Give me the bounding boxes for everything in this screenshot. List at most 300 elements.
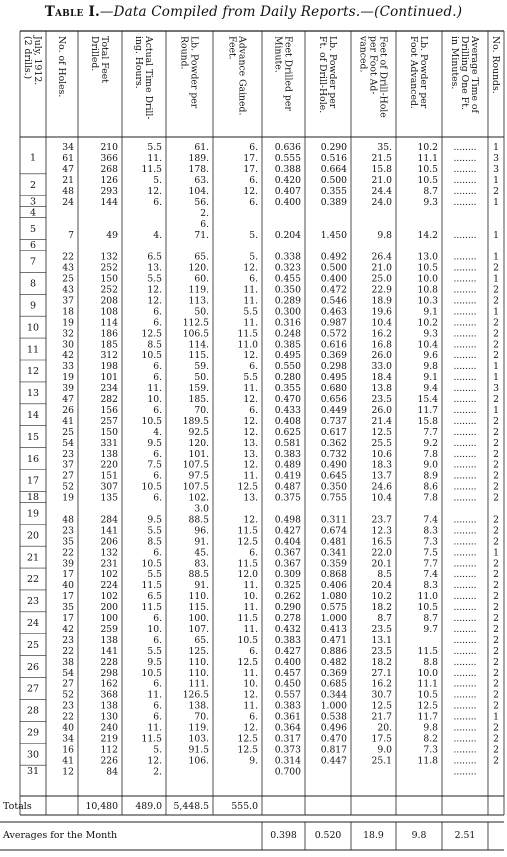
table-cell: 40: [62, 722, 74, 734]
table-cell: ........: [453, 252, 477, 263]
table-cell: 22: [62, 547, 74, 559]
table-cell: 11.5: [141, 164, 162, 176]
table-cell: 13.: [243, 437, 258, 449]
table-cell: 6.: [153, 613, 162, 624]
table-cell: ........: [453, 701, 477, 712]
table-cell: ........: [453, 176, 477, 186]
table-cell: 43: [62, 262, 74, 274]
table-cell: 32: [62, 328, 74, 340]
table-cell: ........: [453, 274, 477, 285]
table-cell: 151: [100, 470, 118, 482]
day-label: 12: [26, 366, 40, 378]
table-cell: 1: [493, 547, 499, 559]
table-cell: 107.5: [182, 481, 209, 493]
table-cell: 0.262: [274, 591, 301, 603]
table-cell: 23.5: [371, 623, 392, 635]
table-cell: 100: [100, 613, 118, 624]
day-label: 10: [26, 322, 40, 334]
table-cell: 5.5: [147, 273, 162, 285]
table-cell: 0.495: [320, 372, 347, 384]
table-cell: 22: [62, 251, 74, 263]
table-cell: 8.5: [147, 339, 162, 351]
table-cell: 13.: [147, 262, 162, 274]
table-cell: 11.5: [237, 558, 258, 570]
table-cell: 6.: [153, 404, 162, 416]
table-cell: 185.: [188, 394, 209, 405]
table-cell: 8.3: [423, 525, 438, 537]
table-cell: ........: [453, 329, 477, 340]
table-cell: ........: [453, 449, 477, 460]
table-cell: 25.0: [371, 273, 392, 285]
table-cell: 0.617: [320, 426, 347, 438]
table-cell: ........: [453, 548, 477, 559]
table-cell: ........: [453, 679, 477, 690]
table-cell: ........: [453, 384, 477, 395]
table-cell: ........: [453, 712, 477, 723]
table-cell: 12: [62, 766, 74, 778]
table-cell: 0.311: [320, 514, 347, 526]
table-cell: 1: [493, 273, 499, 285]
table-cell: 2: [493, 262, 499, 274]
table-cell: 101.: [188, 448, 209, 460]
table-cell: 7.3: [423, 744, 438, 756]
table-cell: 35.: [377, 142, 392, 154]
table-cell: 12.: [243, 689, 258, 701]
table-cell: 10.: [243, 591, 258, 603]
table-cell: 2: [493, 448, 499, 460]
table-cell: 7.4: [423, 569, 438, 581]
table-cell: ........: [453, 460, 477, 471]
day-label: 28: [26, 705, 40, 717]
table-cell: 0.868: [320, 569, 347, 581]
averages-cell: 0.520: [314, 830, 342, 841]
table-cell: 10.6: [371, 448, 392, 460]
table-cell: 0.817: [320, 744, 347, 756]
table-cell: 10.5: [417, 164, 438, 176]
table-cell: 50.: [194, 372, 209, 384]
day-label: 29: [26, 727, 40, 739]
table-cell: 0.309: [274, 569, 301, 581]
table-cell: 10.5: [141, 350, 162, 362]
table-cell: 5.5: [147, 525, 162, 537]
table-cell: 21.0: [371, 175, 392, 186]
table-cell: 2: [493, 591, 499, 603]
table-cell: 0.400: [320, 273, 347, 285]
table-cell: 0.685: [320, 678, 347, 690]
table-cell: 126.5: [182, 689, 209, 701]
table-cell: 48: [62, 185, 74, 197]
table-cell: 0.341: [320, 547, 347, 559]
table-cell: 284: [100, 514, 118, 526]
table-cell: ........: [453, 362, 477, 373]
table-cell: 312: [100, 350, 118, 362]
table-cell: 11.: [147, 689, 162, 701]
table-cell: 7.3: [423, 536, 438, 548]
table-cell: ........: [453, 186, 477, 197]
table-cell: 125.: [188, 645, 209, 657]
day-label: 6: [29, 240, 37, 252]
table-cell: 5.: [153, 175, 162, 186]
table-cell: 6.: [153, 372, 162, 384]
table-cell: 2: [493, 339, 499, 351]
table-cell: 23: [62, 525, 74, 537]
table-cell: 0.470: [320, 733, 347, 745]
table-cell: ........: [453, 646, 477, 657]
column-header-ft_hole_adv: Feet of Drill-Hole: [377, 36, 389, 118]
table-cell: 1.450: [320, 229, 347, 241]
table-cell: 24: [62, 196, 74, 208]
table-cell: 178.: [188, 164, 209, 176]
table-cell: 18: [62, 306, 74, 318]
table-cell: 15.8: [417, 415, 438, 427]
table-cell: 0.755: [320, 492, 347, 504]
table-cell: 106.: [188, 755, 209, 767]
table-cell: 0.314: [274, 755, 301, 767]
table-cell: ........: [453, 515, 477, 526]
table-cell: 9.1: [423, 372, 438, 384]
table-cell: ........: [453, 438, 477, 449]
table-cell: 10.2: [417, 317, 438, 329]
table-cell: 141: [100, 525, 118, 537]
table-cell: 12.: [243, 722, 258, 734]
table-cell: 12.0: [237, 569, 258, 581]
table-cell: 24.4: [371, 185, 392, 197]
table-cell: 23: [62, 700, 74, 712]
table-cell: 9.1: [423, 306, 438, 318]
column-header-feet: Drilled.: [89, 36, 100, 72]
table-cell: 185: [100, 339, 118, 351]
table-cell: 1.000: [320, 613, 347, 624]
table-cell: 0.616: [320, 339, 347, 351]
table-cell: 23.5: [371, 645, 392, 657]
table-cell: 0.581: [274, 437, 301, 449]
table-cell: 50.: [194, 306, 209, 318]
table-cell: 4.: [153, 229, 162, 241]
table-cell: 0.625: [274, 426, 301, 438]
column-header-advance: Feet.: [226, 36, 238, 60]
table-cell: 0.389: [320, 196, 347, 208]
table-cell: 0.248: [274, 328, 301, 340]
table-cell: 10.4: [371, 317, 392, 329]
table-cell: 10.: [147, 623, 162, 635]
table-cell: 0.204: [274, 229, 301, 241]
table-cell: 1: [493, 142, 499, 154]
table-cell: 13.: [243, 448, 258, 460]
table-cell: 6.5: [147, 591, 162, 603]
table-cell: 8.9: [423, 470, 438, 482]
table-cell: 2: [493, 722, 499, 734]
table-cell: 12.5: [237, 744, 258, 756]
table-cell: 2: [493, 350, 499, 362]
table-cell: 0.388: [274, 164, 301, 176]
table-cell: 2: [493, 481, 499, 493]
table-cell: 2: [493, 613, 499, 624]
table-cell: 71.: [194, 229, 209, 241]
table-cell: 47: [62, 394, 74, 405]
table-cell: 0.278: [274, 613, 301, 624]
table-cell: 100.: [188, 613, 209, 624]
table-cell: 6.: [249, 645, 258, 657]
table-cell: 16.8: [371, 339, 392, 351]
table-cell: 331: [100, 437, 118, 449]
table-cell: ........: [453, 143, 477, 154]
table-cell: 6.: [249, 711, 258, 723]
table-cell: ........: [453, 318, 477, 329]
table-cell: 26.4: [371, 251, 392, 263]
table-cell: 12.: [243, 394, 258, 405]
table-cell: 6.: [249, 142, 258, 154]
table-cell: 12.5: [371, 426, 392, 438]
totals-label: Totals: [3, 801, 32, 812]
table-cell: 10.: [243, 678, 258, 690]
table-cell: 91.5: [188, 744, 209, 756]
day-label: 17: [26, 475, 40, 487]
table-cell: ........: [453, 307, 477, 318]
table-cell: 2: [493, 689, 499, 701]
table-cell: 189.5: [182, 415, 209, 427]
table-cell: 119.: [188, 284, 209, 296]
table-cell: 102.: [188, 492, 209, 504]
table-cell: 8.7: [423, 185, 438, 197]
table-cell: 12.: [243, 185, 258, 197]
table-cell: 45.: [194, 547, 209, 559]
table-cell: 19: [62, 317, 74, 329]
table-cell: 224: [100, 580, 118, 592]
table-cell: ........: [453, 340, 477, 351]
table-cell: 2: [493, 328, 499, 340]
table-cell: 9.3: [423, 196, 438, 208]
table-cell: 17: [62, 613, 74, 624]
table-cell: 11.5: [237, 613, 258, 624]
day-label: 21: [26, 552, 40, 564]
table-cell: 6.: [153, 711, 162, 723]
table-cell: 6.: [153, 470, 162, 482]
table-cell: 9.4: [423, 383, 438, 395]
column-header-rounds: No. Rounds.: [490, 36, 501, 94]
table-cell: 0.433: [274, 404, 301, 416]
table-cell: 11.1: [417, 153, 438, 165]
table-cell: 10.4: [417, 339, 438, 351]
table-cell: 206: [100, 536, 118, 548]
table-cell: 0.355: [274, 383, 301, 395]
table-cell: 9.2: [423, 437, 438, 449]
table-cell: 39: [62, 558, 74, 570]
table-cell: 110.: [188, 656, 209, 668]
table-cell: 110.: [188, 591, 209, 603]
table-cell: 38: [62, 656, 74, 668]
table-cell: 5.: [249, 251, 258, 263]
table-cell: 186: [100, 328, 118, 340]
table-cell: 88.5: [188, 569, 209, 581]
table-cell: 111.: [188, 678, 209, 690]
table-cell: 42: [62, 350, 74, 362]
table-cell: 8.7: [377, 613, 392, 624]
table-cell: 25: [62, 273, 74, 285]
averages-label: Averages for the Month: [3, 830, 118, 841]
table-cell: 208: [100, 295, 118, 307]
table-cell: 108: [100, 306, 118, 318]
table-cell: 0.361: [274, 711, 301, 723]
table-cell: 0.420: [274, 175, 301, 186]
table-cell: 5.: [153, 744, 162, 756]
table-cell: 11.5: [141, 602, 162, 614]
day-label: 20: [26, 530, 40, 542]
table-cell: 2: [493, 317, 499, 329]
table-cell: 0.987: [320, 317, 347, 329]
table-cell: 2: [493, 185, 499, 197]
table-cell: 2: [493, 415, 499, 427]
table-cell: 17.: [243, 164, 258, 176]
table-cell: 27: [62, 678, 74, 690]
table-cell: 0.455: [274, 273, 301, 285]
table-cell: 0.300: [274, 306, 301, 318]
table-cell: 23: [62, 634, 74, 646]
table-cell: 0.400: [274, 196, 301, 208]
table-cell: 7.5: [147, 459, 162, 471]
table-cell: 1.000: [320, 700, 347, 712]
table-cell: ........: [453, 351, 477, 362]
table-cell: 0.404: [274, 536, 301, 548]
table-cell: 16.5: [371, 536, 392, 548]
table-cell: 11.: [243, 295, 258, 307]
table-cell: 54: [62, 667, 74, 679]
table-cell: 0.700: [274, 766, 301, 778]
column-header-advance: Advance Gained.: [236, 36, 248, 116]
table-cell: 220: [100, 459, 118, 471]
table-cell: 0.317: [274, 733, 301, 745]
table-cell: 6.: [249, 361, 258, 373]
table-cell: 11.: [243, 470, 258, 482]
table-cell: 162: [100, 678, 118, 690]
table-cell: 2: [493, 295, 499, 307]
table-cell: 138.: [188, 700, 209, 712]
table-cell: 8.7: [423, 613, 438, 624]
table-cell: 13.8: [371, 383, 392, 395]
table-cell: 0.575: [320, 602, 347, 614]
table-cell: 8.5: [147, 536, 162, 548]
table-cell: 103.: [188, 733, 209, 745]
table-cell: 307: [100, 481, 118, 493]
table-cell: 20.4: [371, 580, 392, 592]
table-cell: 2: [493, 656, 499, 668]
table-cell: 8.8: [423, 656, 438, 668]
table-cell: 1: [493, 175, 499, 186]
table-cell: 9.8: [423, 361, 438, 373]
table-cell: 10.5: [141, 415, 162, 427]
table-cell: 42: [62, 623, 74, 635]
table-cell: 0.290: [274, 602, 301, 614]
table-cell: 10.5: [237, 634, 258, 646]
table-cell: 13.0: [417, 251, 438, 263]
table-cell: 39: [62, 383, 74, 395]
table-cell: 210: [100, 142, 118, 154]
table-cell: 17: [62, 591, 74, 603]
table-cell: 3: [493, 164, 499, 176]
table-cell: 21: [62, 175, 74, 186]
table-cell: 2: [493, 602, 499, 614]
table-cell: 8.5: [377, 569, 392, 581]
table-cell: 2: [493, 569, 499, 581]
table-cell: 23: [62, 448, 74, 460]
table-cell: 12.5: [237, 481, 258, 493]
table-cell: 0.383: [274, 448, 301, 460]
table-cell: 10.3: [417, 295, 438, 307]
table-cell: 88.5: [188, 514, 209, 526]
table-cell: 35: [62, 536, 74, 548]
table-cell: 52: [62, 481, 74, 493]
table-cell: ........: [453, 427, 477, 438]
table-cell: 54: [62, 437, 74, 449]
table-cell: 234: [100, 383, 118, 395]
table-cell: 0.350: [320, 481, 347, 493]
table-cell: 49: [106, 229, 118, 241]
table-cell: 11.: [243, 284, 258, 296]
table-cell: 132: [100, 547, 118, 559]
table-cell: 2: [493, 394, 499, 405]
table-cell: 10.0: [417, 667, 438, 679]
table-cell: 282: [100, 394, 118, 405]
table-cell: 16: [62, 744, 74, 756]
day-label: 25: [26, 639, 40, 651]
table-cell: 138: [100, 700, 118, 712]
table-cell: 2: [493, 470, 499, 482]
table-cell: 4.: [153, 426, 162, 438]
table-cell: 11.: [147, 153, 162, 165]
table-cell: 0.407: [274, 185, 301, 197]
table-cell: 60.: [194, 273, 209, 285]
table-cell: 115.: [188, 350, 209, 362]
table-cell: 7.4: [423, 514, 438, 526]
table-cell: 0.450: [274, 678, 301, 690]
column-header-powder_round: Lb. Powder per: [188, 36, 200, 109]
table-cell: 110.: [188, 667, 209, 679]
table-cell: 366: [100, 153, 118, 165]
table-cell: 6.: [153, 448, 162, 460]
table-cell: 10.5: [417, 175, 438, 186]
table-cell: 17: [62, 569, 74, 581]
table-cell: 9.8: [377, 229, 392, 241]
table-cell: 107.5: [182, 459, 209, 471]
table-cell: 1: [493, 361, 499, 373]
table-cell: 84: [106, 766, 118, 778]
table-cell: 61.: [194, 142, 209, 154]
table-cell: 6.: [153, 634, 162, 646]
table-cell: 11.5: [141, 733, 162, 745]
table-cell: 23.5: [371, 394, 392, 405]
table-cell: 63.: [194, 175, 209, 186]
table-cell: ........: [453, 416, 477, 427]
table-cell: 2: [493, 284, 499, 296]
totals-cell: 489.0: [135, 801, 162, 812]
table-cell: ........: [453, 493, 477, 504]
table-cell: 0.359: [320, 558, 347, 570]
table-cell: 0.457: [274, 667, 301, 679]
table-cell: 6.: [249, 175, 258, 186]
table-cell: ........: [453, 723, 477, 734]
table-cell: 2: [493, 700, 499, 712]
table-cell: 11.7: [417, 711, 438, 723]
table-cell: 0.344: [320, 689, 347, 701]
table-cell: 0.482: [320, 656, 347, 668]
table-cell: ........: [453, 526, 477, 537]
table-cell: 114: [100, 317, 118, 329]
day-label: 16: [26, 453, 40, 465]
table-cell: 20.: [377, 722, 392, 734]
table-cell: 0.373: [274, 744, 301, 756]
table-cell: 9.3: [423, 328, 438, 340]
table-cell: 2: [493, 744, 499, 756]
day-label: 26: [26, 661, 40, 673]
